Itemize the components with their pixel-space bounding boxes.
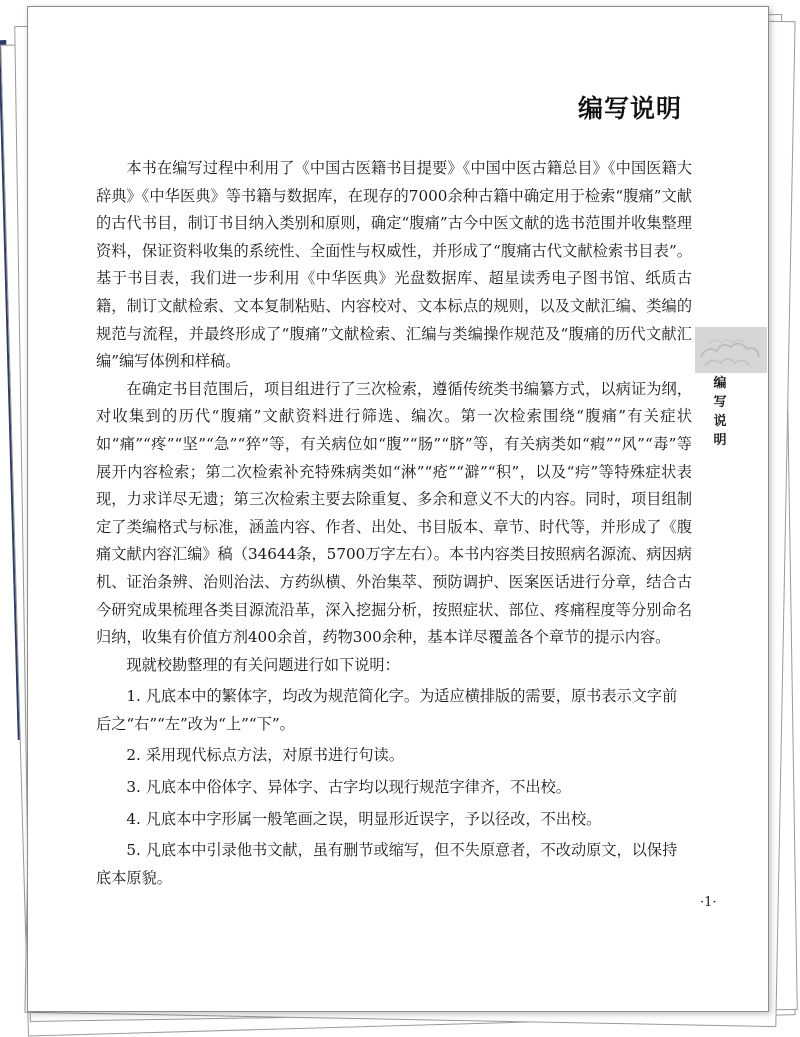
list-item: 1. 凡底本中的繁体字，均改为规范简化字。为适应横排版的需要，原书表示文字前后之“右”“左”改为“上”“下”。 [96, 687, 678, 733]
section-tab-char: 写 [713, 395, 727, 410]
list-item: 4. 凡底本中字形属一般笔画之误，明显形近误字，予以径改，不出校。 [126, 809, 602, 828]
list-item: 5. 凡底本中引录他书文献，虽有删节或缩写，但不失原意者，不改动原文，以保持底本原貌。 [96, 841, 678, 887]
list-item: 2. 采用现代标点方法，对原书进行句读。 [126, 746, 404, 765]
paragraph: 在确定书目范围后，项目组进行了三次检索，遵循传统类书编纂方式，以病证为纲，对收集到的历代“腹痛”文献资料进行筛选、编次。第一次检索围绕“腹痛”有关症状如“痛”“疼”“坚”“急”“猝”等，有关病位如“腹”“肠”“脐”等，有关病类如“瘕”“风”“毒”等展开内容检索；第二次检索补充特殊病类如“淋”“疮”“澼”“积”，以及“疞”等特殊症状表现，力求详尽无遗；第三次检索主要去除重复、多余和意义不大的内容。同时，项目组制定了类编格式与标准，涵盖内容、作者、出处、书目版本、章节、时代等，并形成了《腹痛文献内容汇编》稿（34644条，5700万字左右）。本书内容类目按照病名源流、病因病机、证治条辨、治则治法、方药纵横、外治集萃、预防调护、医案医话进行分章，结合古今研究成果梳理各类目源流沿革，深入挖掘分析，按照症状、部位、疼痛程度等分别命名归纳，收集有价值方剂400余首，药物300余种，基本详尽覆盖各个章节的提示内容。 [96, 379, 692, 647]
section-tab-char: 明 [713, 433, 727, 448]
notes-intro: 现就校勘整理的有关问题进行如下说明： [126, 655, 400, 674]
page-body [96, 155, 692, 892]
page-title: 编写说明 [577, 94, 682, 123]
section-tab-ornament [695, 327, 767, 373]
notes-list [96, 683, 692, 892]
section-tab-char: 编 [713, 376, 727, 391]
paragraph: 本书在编写过程中利用了《中国古医籍书目提要》《中国中医古籍总目》《中国医籍大辞典》《中华医典》等书籍与数据库，在现存的7000余种古籍中确定用于检索“腹痛”文献的古代书目，制订书目纳入类别和原则，确定“腹痛”古今中医文献的选书范围并收集整理资料，保证资料收集的系统性、全面性与权威性，并形成了“腹痛古代文献检索书目表”。基于书目表，我们进一步利用《中华医典》光盘数据库、超星读秀电子图书馆、纸质古籍，制订文献检索、文本复制粘贴、内容校对、文本标点的规则，以及文献汇编、类编的规范与流程，并最终形成了“腹痛”文献检索、汇编与类编操作规范及“腹痛的历代文献汇编”编写体例和样稿。 [96, 159, 692, 371]
page-number: ·1· [700, 895, 717, 910]
list-item: 3. 凡底本中俗体字、异体字、古字均以现行规范字律齐，不出校。 [126, 778, 571, 797]
section-tab-char: 说 [713, 414, 727, 429]
section-tab-label [710, 374, 730, 450]
document-page [27, 6, 769, 1012]
cloud-pattern-icon [695, 327, 767, 373]
